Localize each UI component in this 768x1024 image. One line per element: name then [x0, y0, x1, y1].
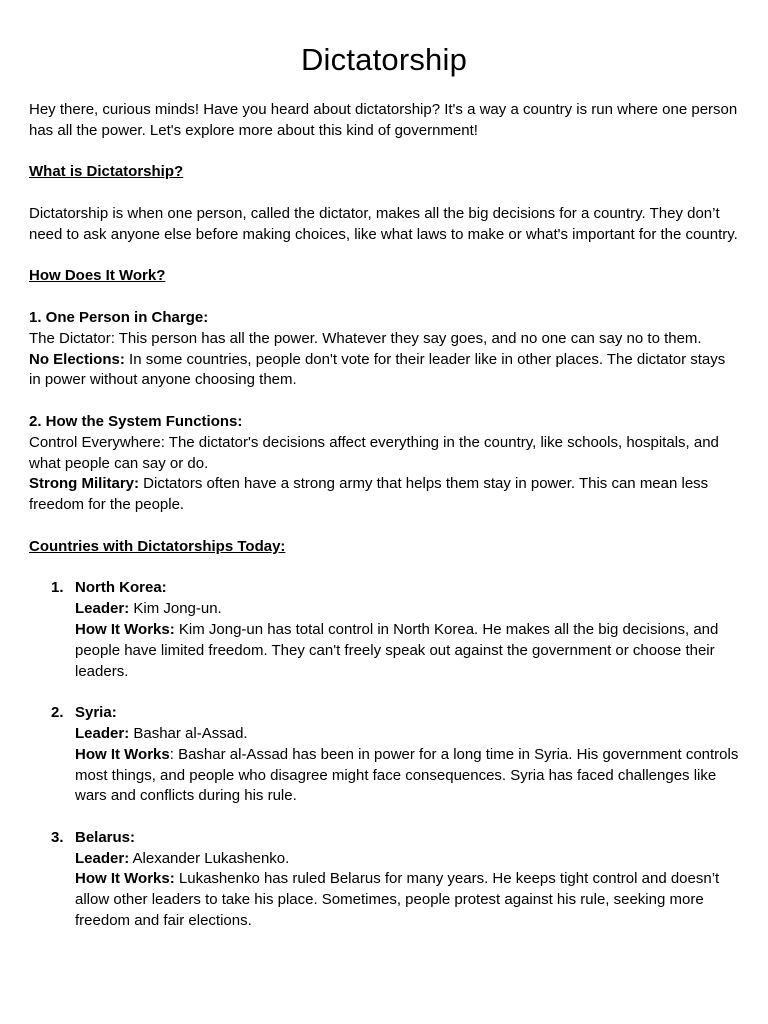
section-point — [29, 474, 739, 516]
document-title: Dictatorship — [300, 42, 468, 77]
country-item-syria — [29, 703, 739, 807]
leader-name: Bashar al-Assad. — [129, 724, 248, 742]
what-is-paragraph: Dictatorship is when one person, called the dictator, makes all the big decisions for a country. They don’t need to ask anyone else before making choices, like what laws to make or what's important for the country. — [29, 204, 738, 243]
spacer — [29, 558, 739, 579]
spacer — [29, 287, 739, 308]
country-leader — [75, 724, 739, 745]
countries-heading: Countries with Dictatorships Today: — [29, 537, 286, 555]
leader-label: Leader: — [75, 600, 130, 618]
list-number: 1. — [51, 579, 64, 597]
leader-label: Leader: — [75, 724, 130, 742]
how-label: How It Works: — [75, 620, 175, 638]
section-point — [29, 350, 739, 392]
spacer — [29, 516, 739, 537]
country-item-north-korea — [29, 578, 739, 682]
how-text: Kim Jong-un has total control in North Korea. He makes all the big decisions, and people have limited freedom. They can't freely speak out against the government or choose their leaders. — [75, 620, 719, 680]
intro-paragraph: Hey there, curious minds! Have you heard about dictatorship? It's a way a country is run where one person has all the power. Let's explore more about this kind of government! — [29, 101, 738, 139]
spacer — [29, 807, 739, 828]
section-line: The Dictator: This person has all the power. Whatever they say goes, and no one can say no to them. — [29, 329, 702, 347]
list-number: 3. — [51, 828, 64, 846]
country-leader — [75, 849, 739, 870]
leader-name: Kim Jong-un. — [129, 600, 222, 618]
spacer — [29, 246, 739, 267]
how-label: How It Works: — [75, 870, 175, 888]
country-how — [75, 869, 739, 931]
country-name: North Korea: — [75, 579, 167, 597]
how-text: : Bashar al-Assad has been in power for a long time in Syria. His government controls most things, and people who disagree might face consequences. Syria has faced challenges like wars and conflicts during his rule. — [75, 745, 739, 805]
point-text: In some countries, people don't vote for their leader like in other places. The dictator stays in power without anyone choosing them. — [29, 350, 726, 389]
spacer — [29, 183, 739, 204]
list-number: 2. — [51, 704, 64, 722]
document-page — [29, 40, 739, 932]
leader-name: Alexander Lukashenko. — [129, 849, 290, 867]
country-name: Belarus: — [75, 828, 136, 846]
how-it-works-heading: How Does It Work? — [29, 267, 166, 285]
country-item-belarus — [29, 828, 739, 932]
section-line: Control Everywhere: The dictator's decisions affect everything in the country, like schools, hospitals, and what people can say or do. — [29, 433, 719, 472]
spacer — [29, 682, 739, 703]
point-label: Strong Military: — [29, 475, 140, 493]
how-label: How It Works — [75, 745, 170, 763]
what-is-heading: What is Dictatorship? — [29, 163, 184, 181]
point-label: No Elections: — [29, 350, 125, 368]
how-text: Lukashenko has ruled Belarus for many years. He keeps tight control and doesn’t allow other leaders to take his place. Sometimes, people protest against his rule, seeking more freedom and fair elections. — [75, 870, 720, 930]
spacer — [29, 391, 739, 412]
country-how — [75, 745, 739, 807]
section-title: 1. One Person in Charge: — [29, 308, 209, 326]
country-how — [75, 620, 739, 682]
section-one-person — [29, 308, 739, 391]
spacer — [29, 142, 739, 163]
leader-label: Leader: — [75, 849, 130, 867]
section-system-functions — [29, 412, 739, 516]
country-name: Syria: — [75, 704, 117, 722]
section-title: 2. How the System Functions: — [29, 412, 243, 430]
country-leader — [75, 599, 739, 620]
point-text: Dictators often have a strong army that helps them stay in power. This can mean less freedom for the people. — [29, 475, 709, 514]
